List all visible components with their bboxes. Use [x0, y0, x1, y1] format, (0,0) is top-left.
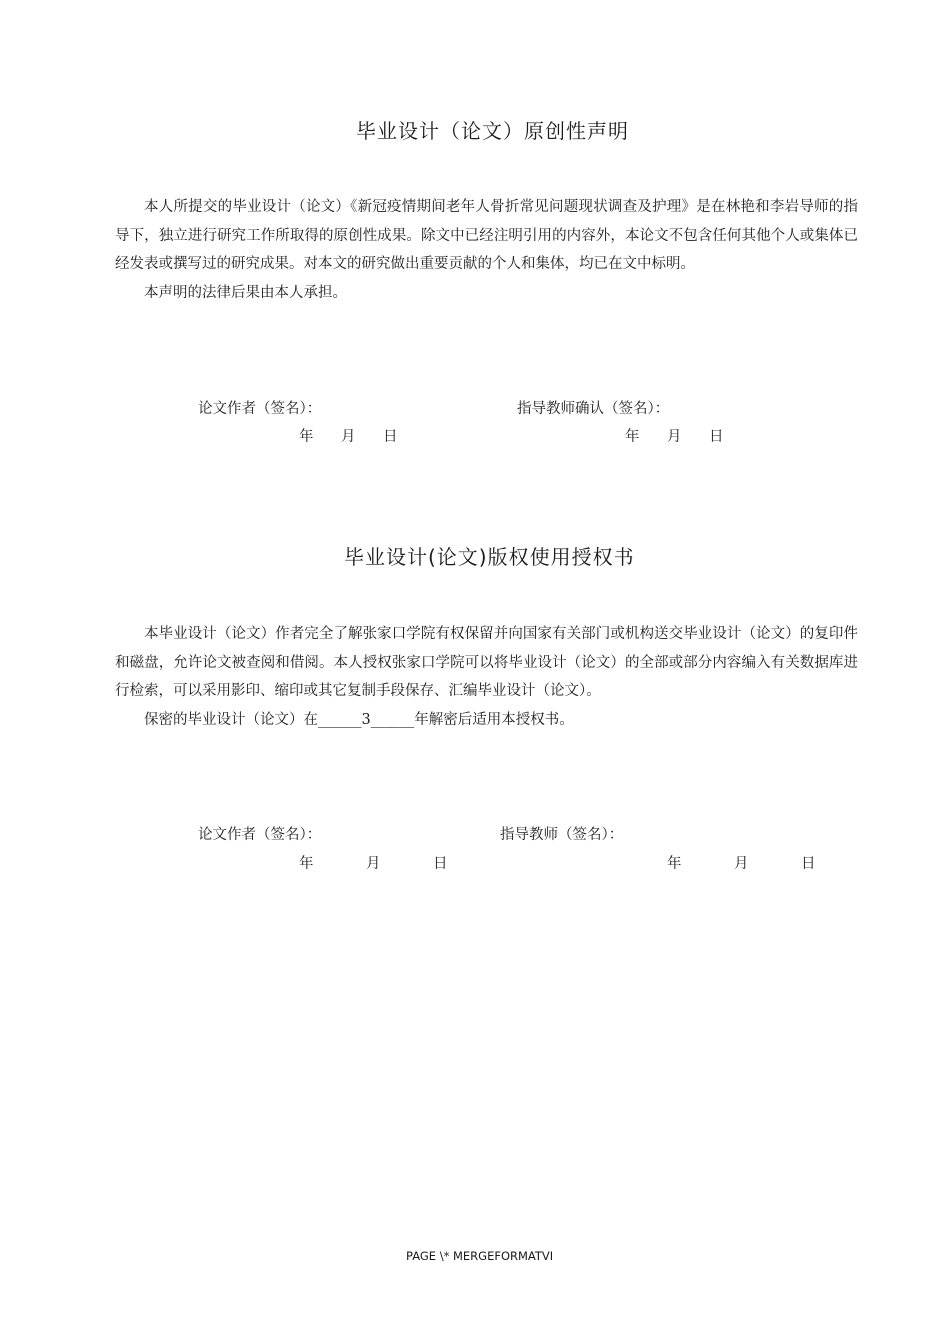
date-day: 日 [383, 429, 398, 445]
declaration-paragraph: 本声明的法律后果由本人承担。 [144, 284, 347, 301]
date-day: 日 [709, 429, 724, 445]
declaration-title: 毕业设计（论文）原创性声明 [356, 119, 629, 143]
date-day: 日 [433, 856, 448, 872]
author-signature-label: 论文作者（签名）： [198, 827, 322, 843]
authorization-title: 毕业设计(论文)版权使用授权书 [344, 545, 635, 569]
page-footer: PAGE \* MERGEFORMATVI [406, 1249, 554, 1263]
declaration-paragraph: 本人所提交的毕业设计（论文）《新冠疫情期间老年人骨折常见问题现状调查及护理》是在林艳和李岩导师的指导下，独立进行研究工作所取得的原创性成果。除文中已经注明引用的内容外，本论文不包含任何其他个人或集体已经发表或撰写过的研究成果。对本文的研究做出重要贡献的个人和集体，均已在文中标明。 [115, 199, 858, 272]
declaration-body [115, 193, 858, 307]
date-month: 月 [366, 856, 381, 872]
date-month: 月 [667, 429, 682, 445]
date-month: 月 [734, 856, 749, 872]
authorization-paragraph: 本毕业设计（论文）作者完全了解张家口学院有权保留并向国家有关部门或机构送交毕业设计（论文）的复印件和磁盘，允许论文被查阅和借阅。本人授权张家口学院可以将毕业设计（论文）的全部或部分内容编入有关数据库进行检索，可以采用影印、缩印或其它复制手段保存、汇编毕业设计（论文）。 [115, 626, 858, 699]
date-year: 年 [299, 429, 314, 445]
date-year: 年 [667, 856, 682, 872]
author-signature-label: 论文作者（签名）： [198, 401, 322, 417]
date-year: 年 [299, 856, 314, 872]
authorization-body [115, 620, 858, 734]
date-day: 日 [801, 856, 816, 872]
authorization-paragraph: 保密的毕业设计（论文）在______3______年解密后适用本授权书。 [144, 711, 574, 728]
date-year: 年 [625, 429, 640, 445]
date-month: 月 [341, 429, 356, 445]
advisor-signature-label: 指导教师（签名）： [500, 827, 624, 843]
advisor-signature-label: 指导教师确认（签名）： [517, 401, 670, 417]
